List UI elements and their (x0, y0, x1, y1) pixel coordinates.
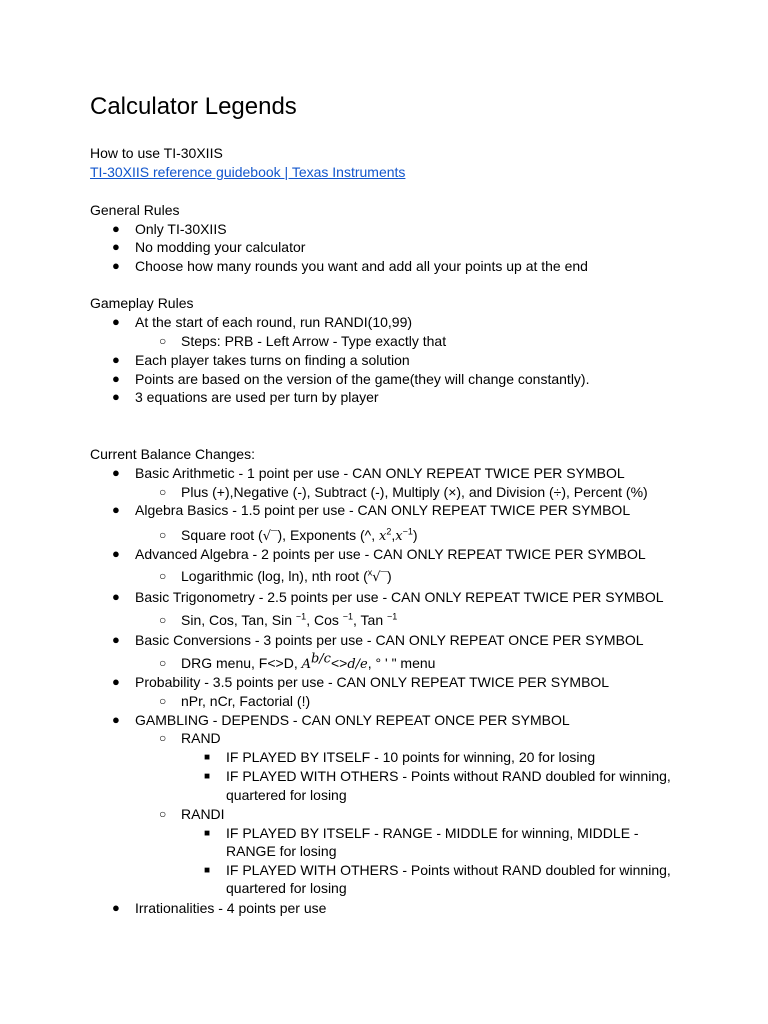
bullet-icon: ● (112, 546, 120, 561)
bullet-icon: ● (112, 389, 120, 404)
sub-list-item: ○ RAND (159, 730, 221, 746)
list-item: ● Basic Trigonometry - 2.5 points per use - CAN ONLY REPEAT TWICE PER SYMBOL (112, 589, 664, 605)
bullet-icon: ● (112, 712, 120, 727)
square-bullet-icon: ■ (204, 865, 211, 876)
circle-bullet-icon: ○ (159, 485, 167, 499)
sub-list-item: ○ Steps: PRB - Left Arrow - Type exactly that (159, 333, 447, 349)
list-item: ● Basic Arithmetic - 1 point per use - CAN ONLY REPEAT TWICE PER SYMBOL (112, 465, 625, 481)
sub-list-item: ○ nPr, nCr, Factorial (!) (159, 693, 311, 709)
sub-list-item: ○ Logarithmic (log, ln), nth root ($^x$√‾) (159, 567, 392, 585)
sub-sub-list-item: ■ IF PLAYED WITH OTHERS - Points without RAND doubled for winning, (204, 862, 671, 878)
sub-sub-list-item: ■ IF PLAYED WITH OTHERS - Points without RAND doubled for winning, (204, 768, 671, 784)
document-title: Calculator Legends (90, 93, 297, 120)
list-item: ● Algebra Basics - 1.5 point per use - CAN ONLY REPEAT TWICE PER SYMBOL (112, 502, 631, 518)
balance-heading: Current Balance Changes: (90, 446, 255, 462)
list-item: ● Basic Conversions - 3 points per use - CAN ONLY REPEAT ONCE PER SYMBOL (112, 632, 644, 648)
circle-bullet-icon: ○ (159, 613, 167, 627)
sub-list-item: ○ DRG menu, F<>D, $A^{b/c}<>d/e$, ° ' " menu (159, 651, 436, 672)
circle-bullet-icon: ○ (159, 569, 167, 583)
sub-list-item: ○ Plus (+),Negative (-), Subtract (-), Multiply (×), and Division (÷), Percent (%) (159, 484, 648, 500)
bullet-icon: ● (112, 900, 120, 915)
sub-sub-list-continuation: quartered for losing (226, 880, 347, 896)
bullet-icon: ● (112, 352, 120, 367)
list-item: ● 3 equations are used per turn by player (112, 389, 379, 405)
bullet-icon: ● (112, 632, 120, 647)
circle-bullet-icon: ○ (159, 528, 167, 542)
square-bullet-icon: ■ (204, 771, 211, 782)
circle-bullet-icon: ○ (159, 656, 167, 670)
gameplay-rules-heading: Gameplay Rules (90, 295, 194, 311)
list-item: ● Probability - 3.5 points per use - CAN ONLY REPEAT TWICE PER SYMBOL (112, 674, 610, 690)
list-item: ● Advanced Algebra - 2 points per use - CAN ONLY REPEAT TWICE PER SYMBOL (112, 546, 646, 562)
square-root-symbol: √‾ (262, 529, 278, 544)
list-item: ● Each player takes turns on finding a solution (112, 352, 410, 368)
sub-sub-list-item: ■ IF PLAYED BY ITSELF - 10 points for winning, 20 for losing (204, 749, 596, 765)
list-item: ● Choose how many rounds you want and add all your points up at the end (112, 258, 588, 274)
bullet-icon: ● (112, 465, 120, 480)
bullet-icon: ● (112, 258, 120, 273)
sub-sub-list-item: ■ IF PLAYED BY ITSELF - RANGE - MIDDLE for winning, MIDDLE - (204, 825, 639, 841)
list-item: ● Irrationalities - 4 points per use (112, 900, 327, 916)
bullet-icon: ● (112, 674, 120, 689)
circle-bullet-icon: ○ (159, 807, 167, 821)
guidebook-link[interactable]: TI-30XIIS reference guidebook | Texas Instruments (90, 164, 406, 180)
list-item: ● No modding your calculator (112, 239, 306, 255)
bullet-icon: ● (112, 371, 120, 386)
circle-bullet-icon: ○ (159, 694, 167, 708)
bullet-icon: ● (112, 589, 120, 604)
circle-bullet-icon: ○ (159, 731, 167, 745)
bullet-icon: ● (112, 502, 120, 517)
sub-list-item: ○ RANDI (159, 806, 225, 822)
sub-sub-list-continuation: quartered for losing (226, 787, 347, 803)
square-bullet-icon: ■ (204, 828, 211, 839)
bullet-icon: ● (112, 221, 120, 236)
bullet-icon: ● (112, 314, 120, 329)
sub-list-item: ○ Square root (√‾), Exponents (^, $x^2,x^{-1}$) (159, 526, 418, 544)
list-item: ● GAMBLING - DEPENDS - CAN ONLY REPEAT ONCE PER SYMBOL (112, 712, 570, 728)
sub-list-item: ○ Sin, Cos, Tan, Sin $^{-1}$, Cos $^{-1}$, Tan $^{-1}$ (159, 611, 398, 628)
list-item: ● Only TI-30XIIS (112, 221, 227, 237)
sub-sub-list-continuation: RANGE for losing (226, 843, 337, 859)
bullet-icon: ● (112, 239, 120, 254)
list-item: ● At the start of each round, run RANDI(10,99) (112, 314, 413, 330)
general-rules-heading: General Rules (90, 202, 180, 218)
list-item: ● Points are based on the version of the game(they will change constantly). (112, 371, 590, 387)
circle-bullet-icon: ○ (159, 334, 167, 348)
howto-text: How to use TI-30XIIS (90, 145, 223, 161)
square-bullet-icon: ■ (204, 752, 211, 763)
nth-root-symbol: √‾ (372, 570, 388, 585)
